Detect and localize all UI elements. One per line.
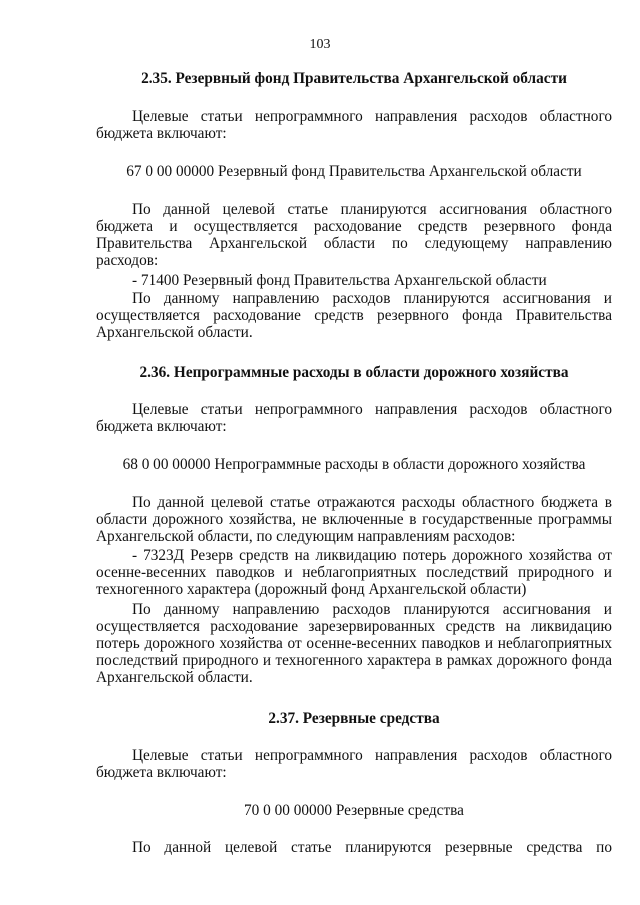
section-body-2-37: По данной целевой статье планируются резервные средства по bbox=[132, 839, 612, 856]
page-number: 103 bbox=[309, 37, 331, 52]
section-intro-2-37: Целевые статьи непрограммного направления расходов областного бюджета включают: bbox=[96, 747, 612, 781]
target-code-line-2-37: 70 0 00 00000 Резервные средства bbox=[244, 802, 464, 819]
section-body-2-36-second: По данному направлению расходов планируются ассигнования и осуществляется расходование зарезервированных средств на ликвидацию потерь дорожного хозяйства от осенне-весенних паводков и неблагоприятных последствий природного и техногенного характера в рамках дорожного фонда Архангельской области. bbox=[96, 601, 612, 686]
section-body-2-35-second: По данному направлению расходов планируются ассигнования и осуществляется расходование средств резервного фонда Правительства Архангельской области. bbox=[96, 290, 612, 341]
section-body-2-35: По данной целевой статье планируются ассигнования областного бюджета и осуществляется расходование средств резервного фонда Правительства Архангельской области по следующему направлению расходов: bbox=[96, 201, 612, 269]
section-intro-2-36: Целевые статьи непрограммного направления расходов областного бюджета включают: bbox=[96, 401, 612, 435]
section-intro-2-35: Целевые статьи непрограммного направления расходов областного бюджета включают: bbox=[96, 108, 612, 142]
expense-direction-2-35: - 71400 Резервный фонд Правительства Архангельской области bbox=[132, 272, 547, 289]
section-heading-2-36: 2.36. Непрограммные расходы в области дорожного хозяйства bbox=[139, 364, 569, 381]
section-heading-2-37: 2.37. Резервные средства bbox=[268, 710, 440, 727]
target-code-line-2-35: 67 0 00 00000 Резервный фонд Правительства Архангельской области bbox=[126, 163, 582, 180]
section-heading-2-35: 2.35. Резервный фонд Правительства Архангельской области bbox=[141, 70, 567, 87]
target-code-line-2-36: 68 0 00 00000 Непрограммные расходы в области дорожного хозяйства bbox=[122, 456, 586, 473]
section-body-2-36: По данной целевой статье отражаются расходы областного бюджета в области дорожного хозяйства, не включенные в государственные программы Архангельской области, по следующим направлениям расходов: bbox=[96, 494, 612, 545]
expense-direction-2-36: - 7323Д Резерв средств на ликвидацию потерь дорожного хозяйства от осенне-весенних паводков и неблагоприятных последствий природного и техногенного характера (дорожный фонд Архангельской области) bbox=[96, 547, 612, 598]
